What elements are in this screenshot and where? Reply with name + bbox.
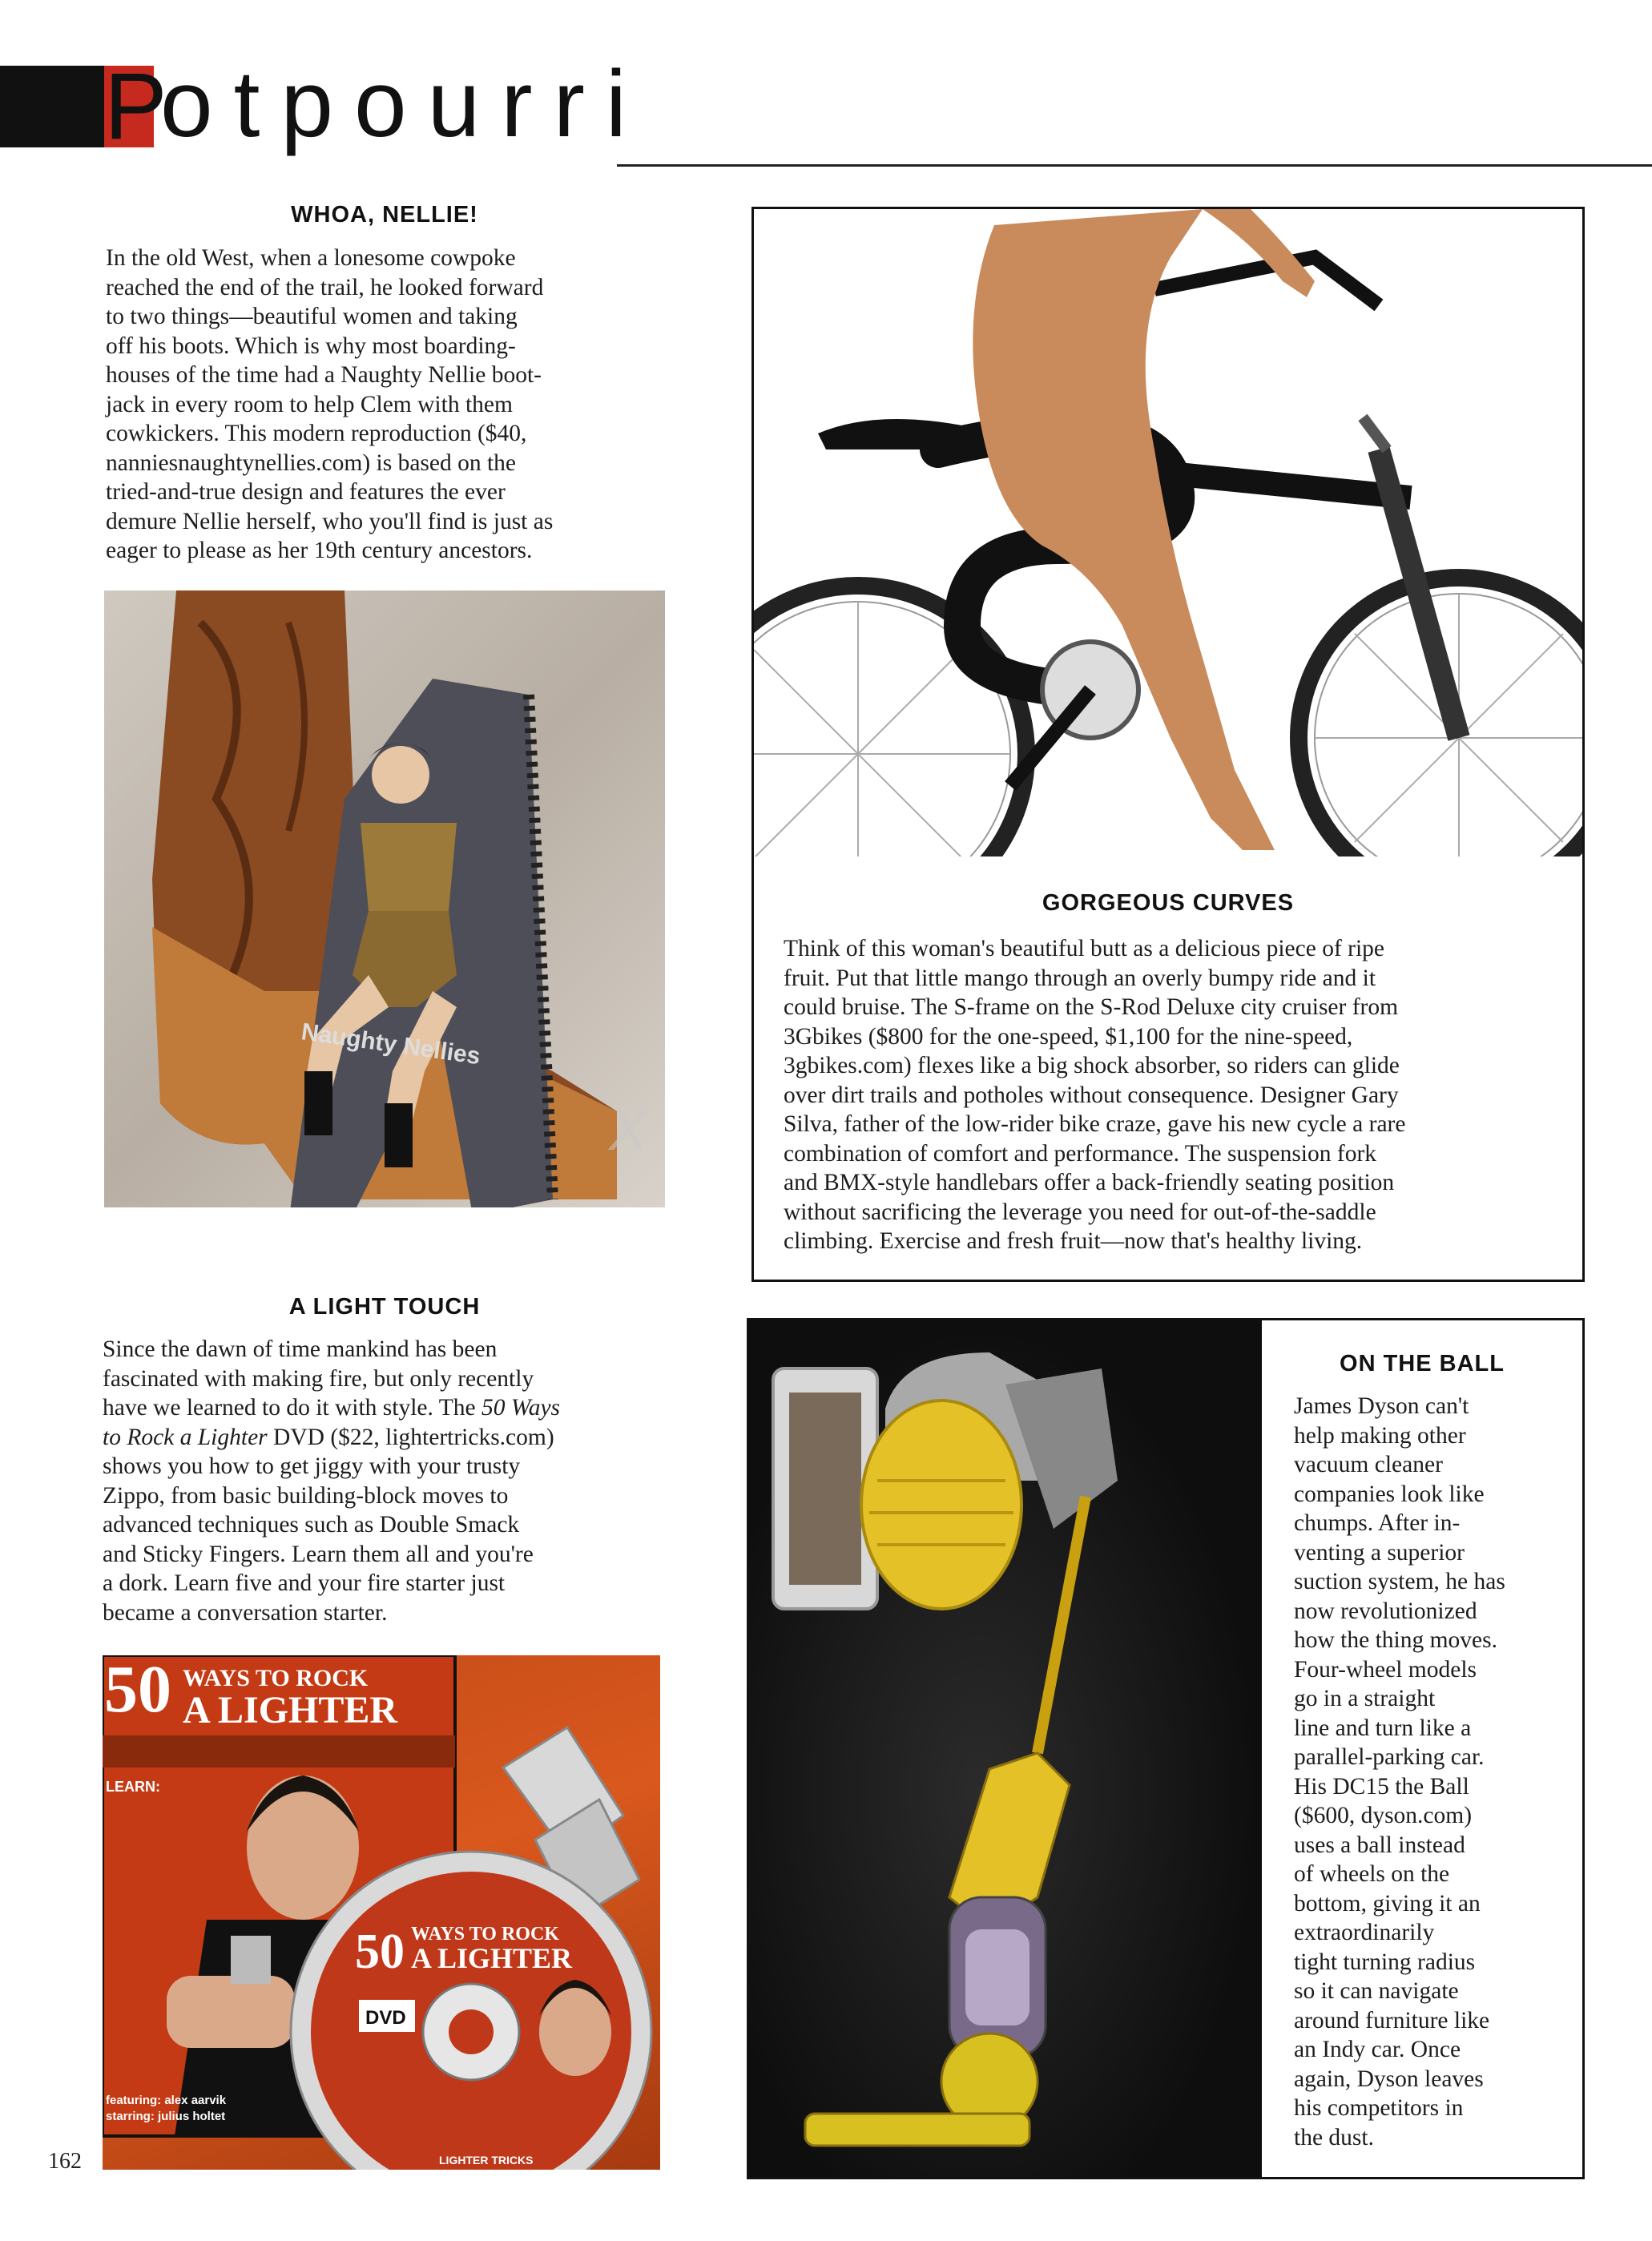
text-line: companies look like <box>1294 1481 1485 1507</box>
text-line: the dust. <box>1294 2124 1374 2150</box>
text-line: his competitors in <box>1294 2095 1464 2121</box>
text-line: line and turn like a <box>1294 1715 1472 1741</box>
text-line: of wheels on the <box>1294 1861 1450 1887</box>
text-line: fruit. Put that little mango through an overly bumpy ride and it <box>784 965 1376 991</box>
text-line: now revolutionized <box>1294 1598 1477 1624</box>
text-line: shows you how to get jiggy with your trusty <box>103 1453 521 1479</box>
whoa-nellie-body <box>106 244 683 566</box>
text-line: eager to please as her 19th century ancestors. <box>106 538 533 563</box>
cover-featuring: featuring: alex aarvik <box>106 2094 227 2107</box>
text-line: cowkickers. This modern reproduction ($40, <box>106 421 527 446</box>
header-rule <box>617 164 1652 167</box>
bike-photo <box>754 209 1582 856</box>
text-line: jack in every room to help Clem with them <box>106 391 513 417</box>
disc-dvd-logo: DVD <box>365 2007 406 2029</box>
text-line: could bruise. The S-frame on the S-Rod Deluxe city cruiser from <box>784 994 1399 1020</box>
text-line: without sacrificing the leverage you need for out-of-the-saddle <box>784 1199 1376 1225</box>
gorgeous-curves-body <box>784 934 1569 1256</box>
watermark: X <box>609 1098 648 1163</box>
header-bar <box>0 66 104 147</box>
text-line: uses a ball instead <box>1294 1832 1465 1858</box>
text-line: houses of the time had a Naughty Nellie boot- <box>106 362 542 388</box>
page-number: 162 <box>48 2149 82 2174</box>
text-line: climbing. Exercise and fresh fruit—now that's healthy living. <box>784 1228 1363 1254</box>
text-line: reached the end of the trail, he looked forward <box>106 274 544 300</box>
text-line: Four-wheel models <box>1294 1656 1477 1683</box>
vacuum-photo <box>749 1320 1262 2177</box>
text-line: vacuum cleaner <box>1294 1452 1443 1477</box>
text-line: and Sticky Fingers. Learn them all and you're <box>103 1541 534 1567</box>
text-line: ($600, dyson.com) <box>1294 1803 1473 1828</box>
text-line: tried-and-true design and features the ever <box>106 479 506 505</box>
text-line: Since the dawn of time mankind has been <box>103 1336 498 1362</box>
disc-number: 50 <box>355 1925 405 1979</box>
text-span: DVD ($22, lightertricks.com) <box>267 1424 554 1450</box>
text-span: have we learned to do it with style. The <box>103 1395 481 1421</box>
text-line: became a conversation starter. <box>103 1599 388 1626</box>
disc-brand: LIGHTER TRICKS <box>439 2154 534 2166</box>
cover-learn: LEARN: <box>106 1779 160 1795</box>
text-line: off his boots. Which is why most boarding- <box>106 333 516 359</box>
bootjack-illustration <box>104 590 665 1207</box>
text-line: an Indy car. Once <box>1294 2037 1461 2062</box>
on-the-ball-body <box>1294 1392 1574 2152</box>
text-line: how the thing moves. <box>1294 1627 1498 1653</box>
text-line: combination of comfort and performance. The suspension fork <box>784 1140 1377 1167</box>
text-line: around furniture like <box>1294 2007 1490 2033</box>
text-line: Think of this woman's beautiful butt as a delicious piece of ripe <box>784 936 1385 961</box>
text-line: Zippo, from basic building-block moves to <box>103 1482 509 1509</box>
gorgeous-curves-heading: GORGEOUS CURVES <box>1042 890 1295 916</box>
text-line: help making other <box>1294 1422 1466 1449</box>
vacuum-illustration <box>749 1320 1262 2177</box>
disc-title-2: A LIGHTER <box>411 1942 573 1974</box>
text-line: 3Gbikes ($800 for the one-speed, $1,100 for the nine-speed, <box>784 1023 1353 1050</box>
text-line: a dork. Learn five and your fire starter just <box>103 1570 506 1596</box>
text-line: 3gbikes.com) flexes like a big shock absorber, so riders can glide <box>784 1053 1400 1078</box>
text-line <box>103 1393 679 1423</box>
cover-starring: starring: julius holtet <box>106 2110 226 2123</box>
text-line: chumps. After in- <box>1294 1510 1461 1536</box>
text-line: parallel-parking car. <box>1294 1744 1485 1770</box>
text-line: fascinated with making fire, but only recently <box>103 1365 534 1392</box>
bike-illustration <box>754 209 1582 856</box>
text-line: venting a superior <box>1294 1539 1465 1566</box>
text-line: suction system, he has <box>1294 1569 1505 1594</box>
text-line <box>103 1423 679 1453</box>
bootjack-brand-text: Naughty Nellies <box>300 1018 482 1070</box>
text-line: over dirt trails and potholes without consequence. Designer Gary <box>784 1082 1399 1108</box>
text-line: go in a straight <box>1294 1686 1436 1711</box>
text-line: His DC15 the Ball <box>1294 1773 1469 1800</box>
text-line: Silva, father of the low-rider bike craze, gave his new cycle a rare <box>784 1111 1406 1137</box>
text-line: again, Dyson leaves <box>1294 2066 1484 2092</box>
on-the-ball-heading: ON THE BALL <box>1340 1351 1505 1376</box>
text-line: tight turning radius <box>1294 1949 1476 1975</box>
dvd-title-part: 50 Ways <box>481 1395 561 1421</box>
text-line: nanniesnaughtynellies.com) is based on the <box>106 449 517 476</box>
text-line: advanced techniques such as Double Smack <box>103 1512 520 1538</box>
light-touch-body <box>103 1335 679 1627</box>
bootjack-photo <box>104 590 665 1207</box>
text-line: bottom, giving it an <box>1294 1890 1481 1917</box>
text-line: James Dyson can't <box>1294 1393 1469 1419</box>
text-line: to two things—beautiful women and taking <box>106 304 518 329</box>
light-touch-heading: A LIGHT TOUCH <box>288 1294 481 1320</box>
text-line: demure Nellie herself, who you'll find is just as <box>106 508 554 534</box>
header-first-letter: P <box>104 54 167 159</box>
cover-title-1: WAYS TO ROCK <box>183 1665 369 1691</box>
text-line: extraordinarily <box>1294 1920 1435 1945</box>
lighter-dvd-illustration <box>103 1655 660 2170</box>
cover-title-2: A LIGHTER <box>183 1689 398 1731</box>
text-line: so it can navigate <box>1294 1978 1459 2004</box>
cover-number: 50 <box>104 1655 171 1727</box>
lighter-dvd-photo <box>103 1655 660 2170</box>
header-title: otpourri <box>160 51 648 157</box>
text-line: and BMX-style handlebars offer a back-friendly seating position <box>784 1170 1395 1195</box>
disc-title-1: WAYS TO ROCK <box>411 1924 559 1945</box>
dvd-title-part: to Rock a Lighter <box>103 1424 268 1450</box>
text-line: In the old West, when a lonesome cowpoke <box>106 245 516 271</box>
whoa-nellie-heading: WHOA, NELLIE! <box>291 202 478 228</box>
